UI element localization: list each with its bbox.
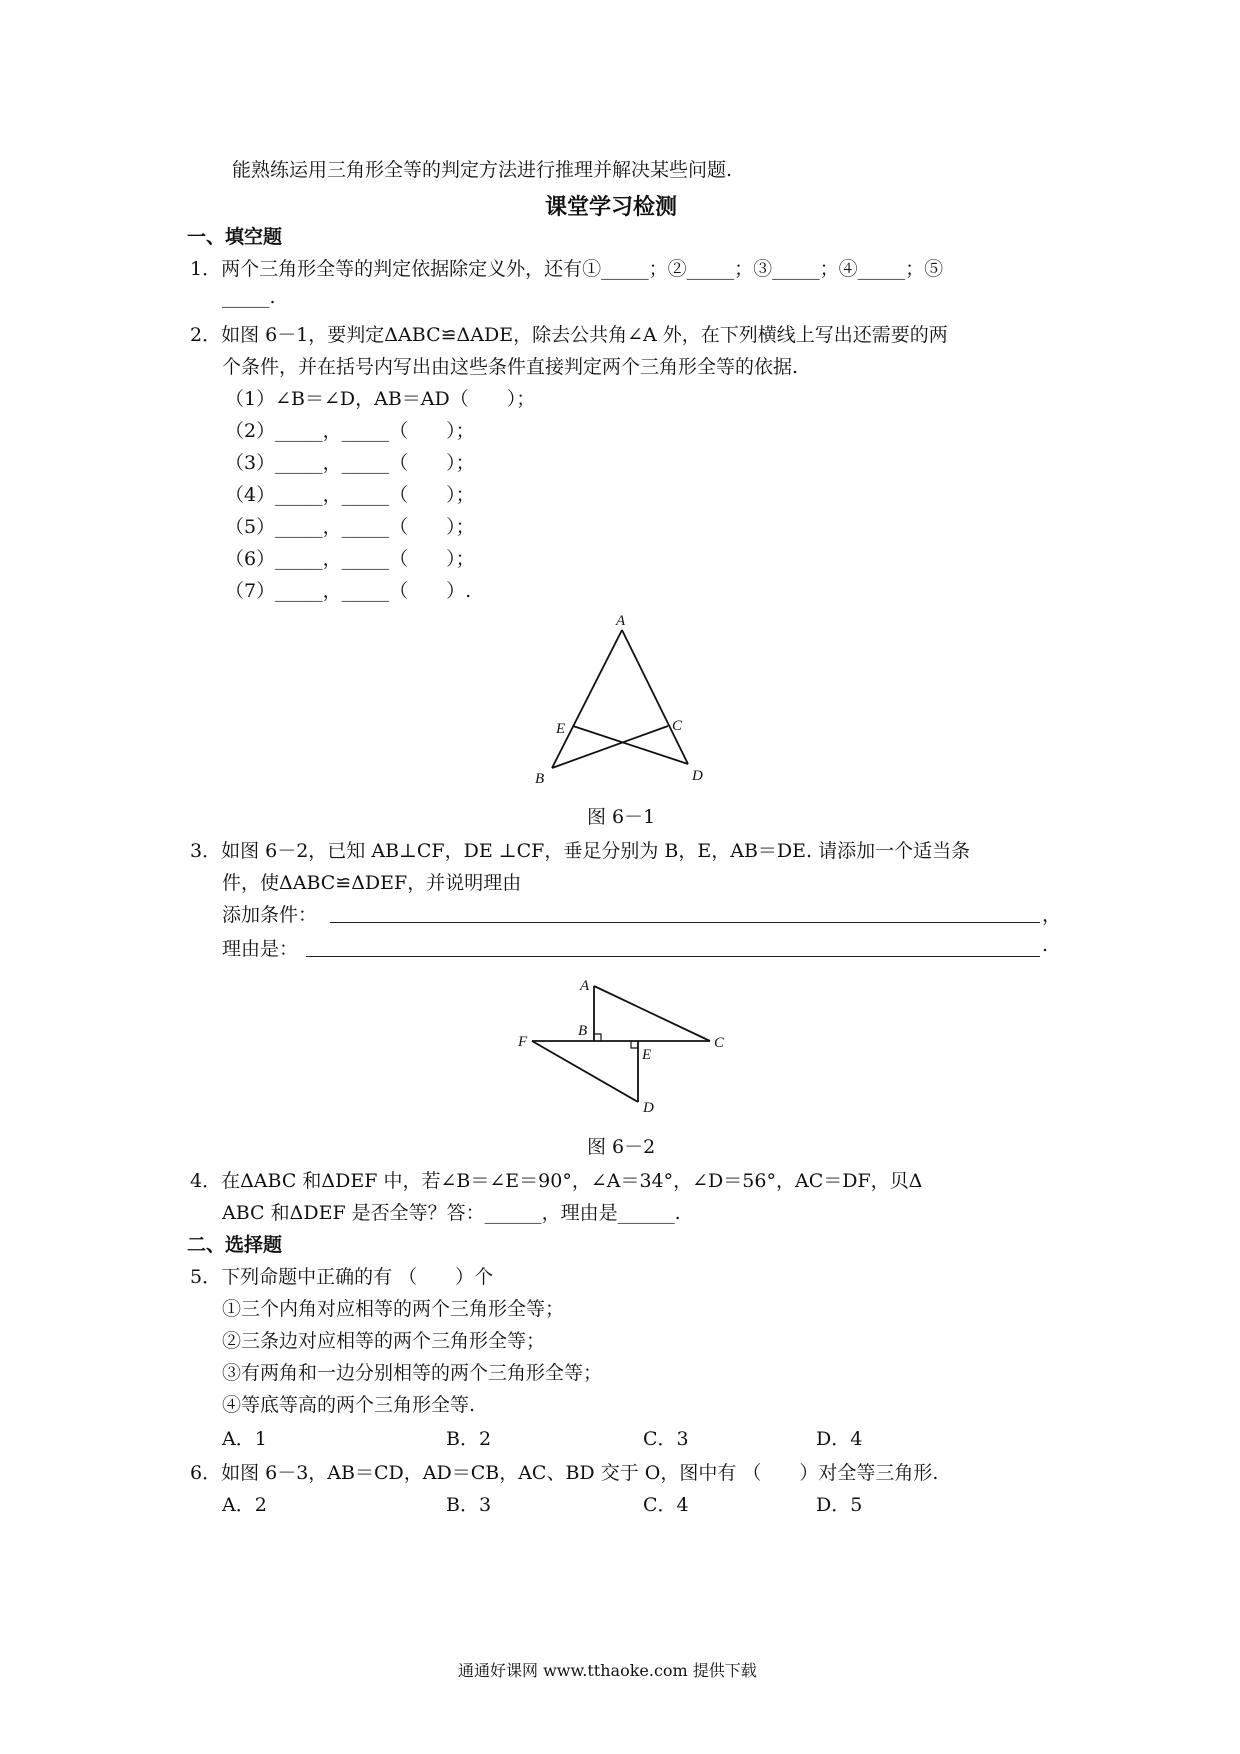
q2-line1: 2．如图 6－1，要判定ΔABC≌ΔADE，除去公共角∠A 外，在下列横线上写出还需要的两 xyxy=(190,324,948,346)
q4-line1: 4．在ΔABC 和ΔDEF 中，若∠B＝∠E＝90°，∠A＝34°，∠D＝56°，AC＝DF，贝Δ xyxy=(190,1170,923,1192)
fig2-segment-AC xyxy=(594,986,710,1041)
q6-option-d[interactable]: D．5 xyxy=(816,1494,863,1516)
q6-option-a[interactable]: A．2 xyxy=(222,1494,267,1516)
q5-option-a[interactable]: A．1 xyxy=(222,1428,267,1450)
fig2-caption: 图 6－2 xyxy=(587,1136,656,1158)
q5-stem: 5．下列命题中正确的有 （ ）个 xyxy=(190,1266,494,1288)
fig2-right-angle-E xyxy=(631,1041,638,1048)
q5-option-d[interactable]: D．4 xyxy=(816,1428,863,1450)
q6-stem: 6．如图 6－3，AB＝CD，AD＝CB，AC、BD 交于 O，图中有 （ ）对全等三角形. xyxy=(190,1462,939,1484)
q2-item-4: （4）_____，_____（ ）； xyxy=(225,484,475,506)
fig2-label-F: F xyxy=(518,1034,528,1050)
fig1-label-A: A xyxy=(616,613,626,629)
q5-prop-1: ①三个内角对应相等的两个三角形全等； xyxy=(222,1298,565,1320)
fig2-label-E: E xyxy=(642,1047,652,1063)
figure-6-1 xyxy=(520,608,720,788)
fig1-label-D: D xyxy=(692,768,703,784)
fig2-label-B: B xyxy=(578,1023,588,1039)
intro-text: 能熟练运用三角形全等的判定方法进行推理并解决某些问题. xyxy=(232,159,733,181)
q5-prop-4: ④等底等高的两个三角形全等. xyxy=(222,1394,476,1416)
q3-line2: 件，使ΔABC≌ΔDEF，并说明理由 xyxy=(222,872,522,894)
page-title: 课堂学习检测 xyxy=(545,194,678,220)
fig1-label-C: C xyxy=(672,718,683,734)
q5-option-c[interactable]: C．3 xyxy=(643,1428,689,1450)
q2-item-3: （3）_____，_____（ ）； xyxy=(225,452,475,474)
q5-option-b[interactable]: B．2 xyxy=(446,1428,492,1450)
fig1-label-B: B xyxy=(535,771,545,787)
q1-line1: 1．两个三角形全等的判定依据除定义外，还有①_____；②_____；③_____；④_____；⑤ xyxy=(190,258,944,280)
q3-add-label: 添加条件： xyxy=(222,904,318,926)
q2-item-2: （2）_____，_____（ ）； xyxy=(225,420,475,442)
q2-item-5: （5）_____，_____（ ）； xyxy=(225,516,475,538)
q3-reason-answer-line[interactable] xyxy=(306,956,1040,957)
q6-option-c[interactable]: C．4 xyxy=(643,1494,689,1516)
q5-prop-2: ②三条边对应相等的两个三角形全等； xyxy=(222,1330,546,1352)
page-footer: 通通好课网 www.tthaoke.com 提供下载 xyxy=(458,1661,757,1680)
q2-item-1: （1）∠B＝∠D，AB＝AD（ ）； xyxy=(225,388,536,410)
q2-line2: 个条件，并在括号内写出由这些条件直接判定两个三角形全等的依据. xyxy=(222,356,799,378)
q2-item-6: （6）_____，_____（ ）； xyxy=(225,548,475,570)
q1-line2: _____. xyxy=(222,286,276,308)
q6-option-b[interactable]: B．3 xyxy=(446,1494,492,1516)
fig2-right-angle-B xyxy=(594,1034,601,1041)
fig2-label-A: A xyxy=(580,978,590,994)
section-fill-blank: 一、填空题 xyxy=(187,226,283,248)
fig1-segment-DE xyxy=(573,726,688,764)
q3-reason-label: 理由是： xyxy=(222,938,299,960)
figure-6-2 xyxy=(510,968,750,1118)
fig1-label-E: E xyxy=(556,721,566,737)
q3-add-end: ， xyxy=(1042,904,1062,926)
q2-item-7: （7）_____，_____（ ）. xyxy=(225,580,472,602)
fig2-segment-FD xyxy=(532,1041,638,1102)
fig2-label-D: D xyxy=(643,1100,654,1116)
q4-line2: ABC 和ΔDEF 是否全等？答：______，理由是______. xyxy=(222,1202,681,1224)
q3-reason-end: . xyxy=(1042,934,1049,956)
fig2-label-C: C xyxy=(714,1035,725,1051)
q3-add-answer-line[interactable] xyxy=(330,922,1040,923)
q3-line1: 3．如图 6－2，已知 AB⊥CF，DE ⊥CF，垂足分别为 B，E，AB＝DE. 请添加一个适当条 xyxy=(190,840,971,862)
q5-prop-3: ③有两角和一边分别相等的两个三角形全等； xyxy=(222,1362,603,1384)
fig1-segment-AD xyxy=(622,630,688,764)
section-multiple-choice: 二、选择题 xyxy=(187,1234,283,1256)
fig1-caption: 图 6－1 xyxy=(587,806,656,828)
